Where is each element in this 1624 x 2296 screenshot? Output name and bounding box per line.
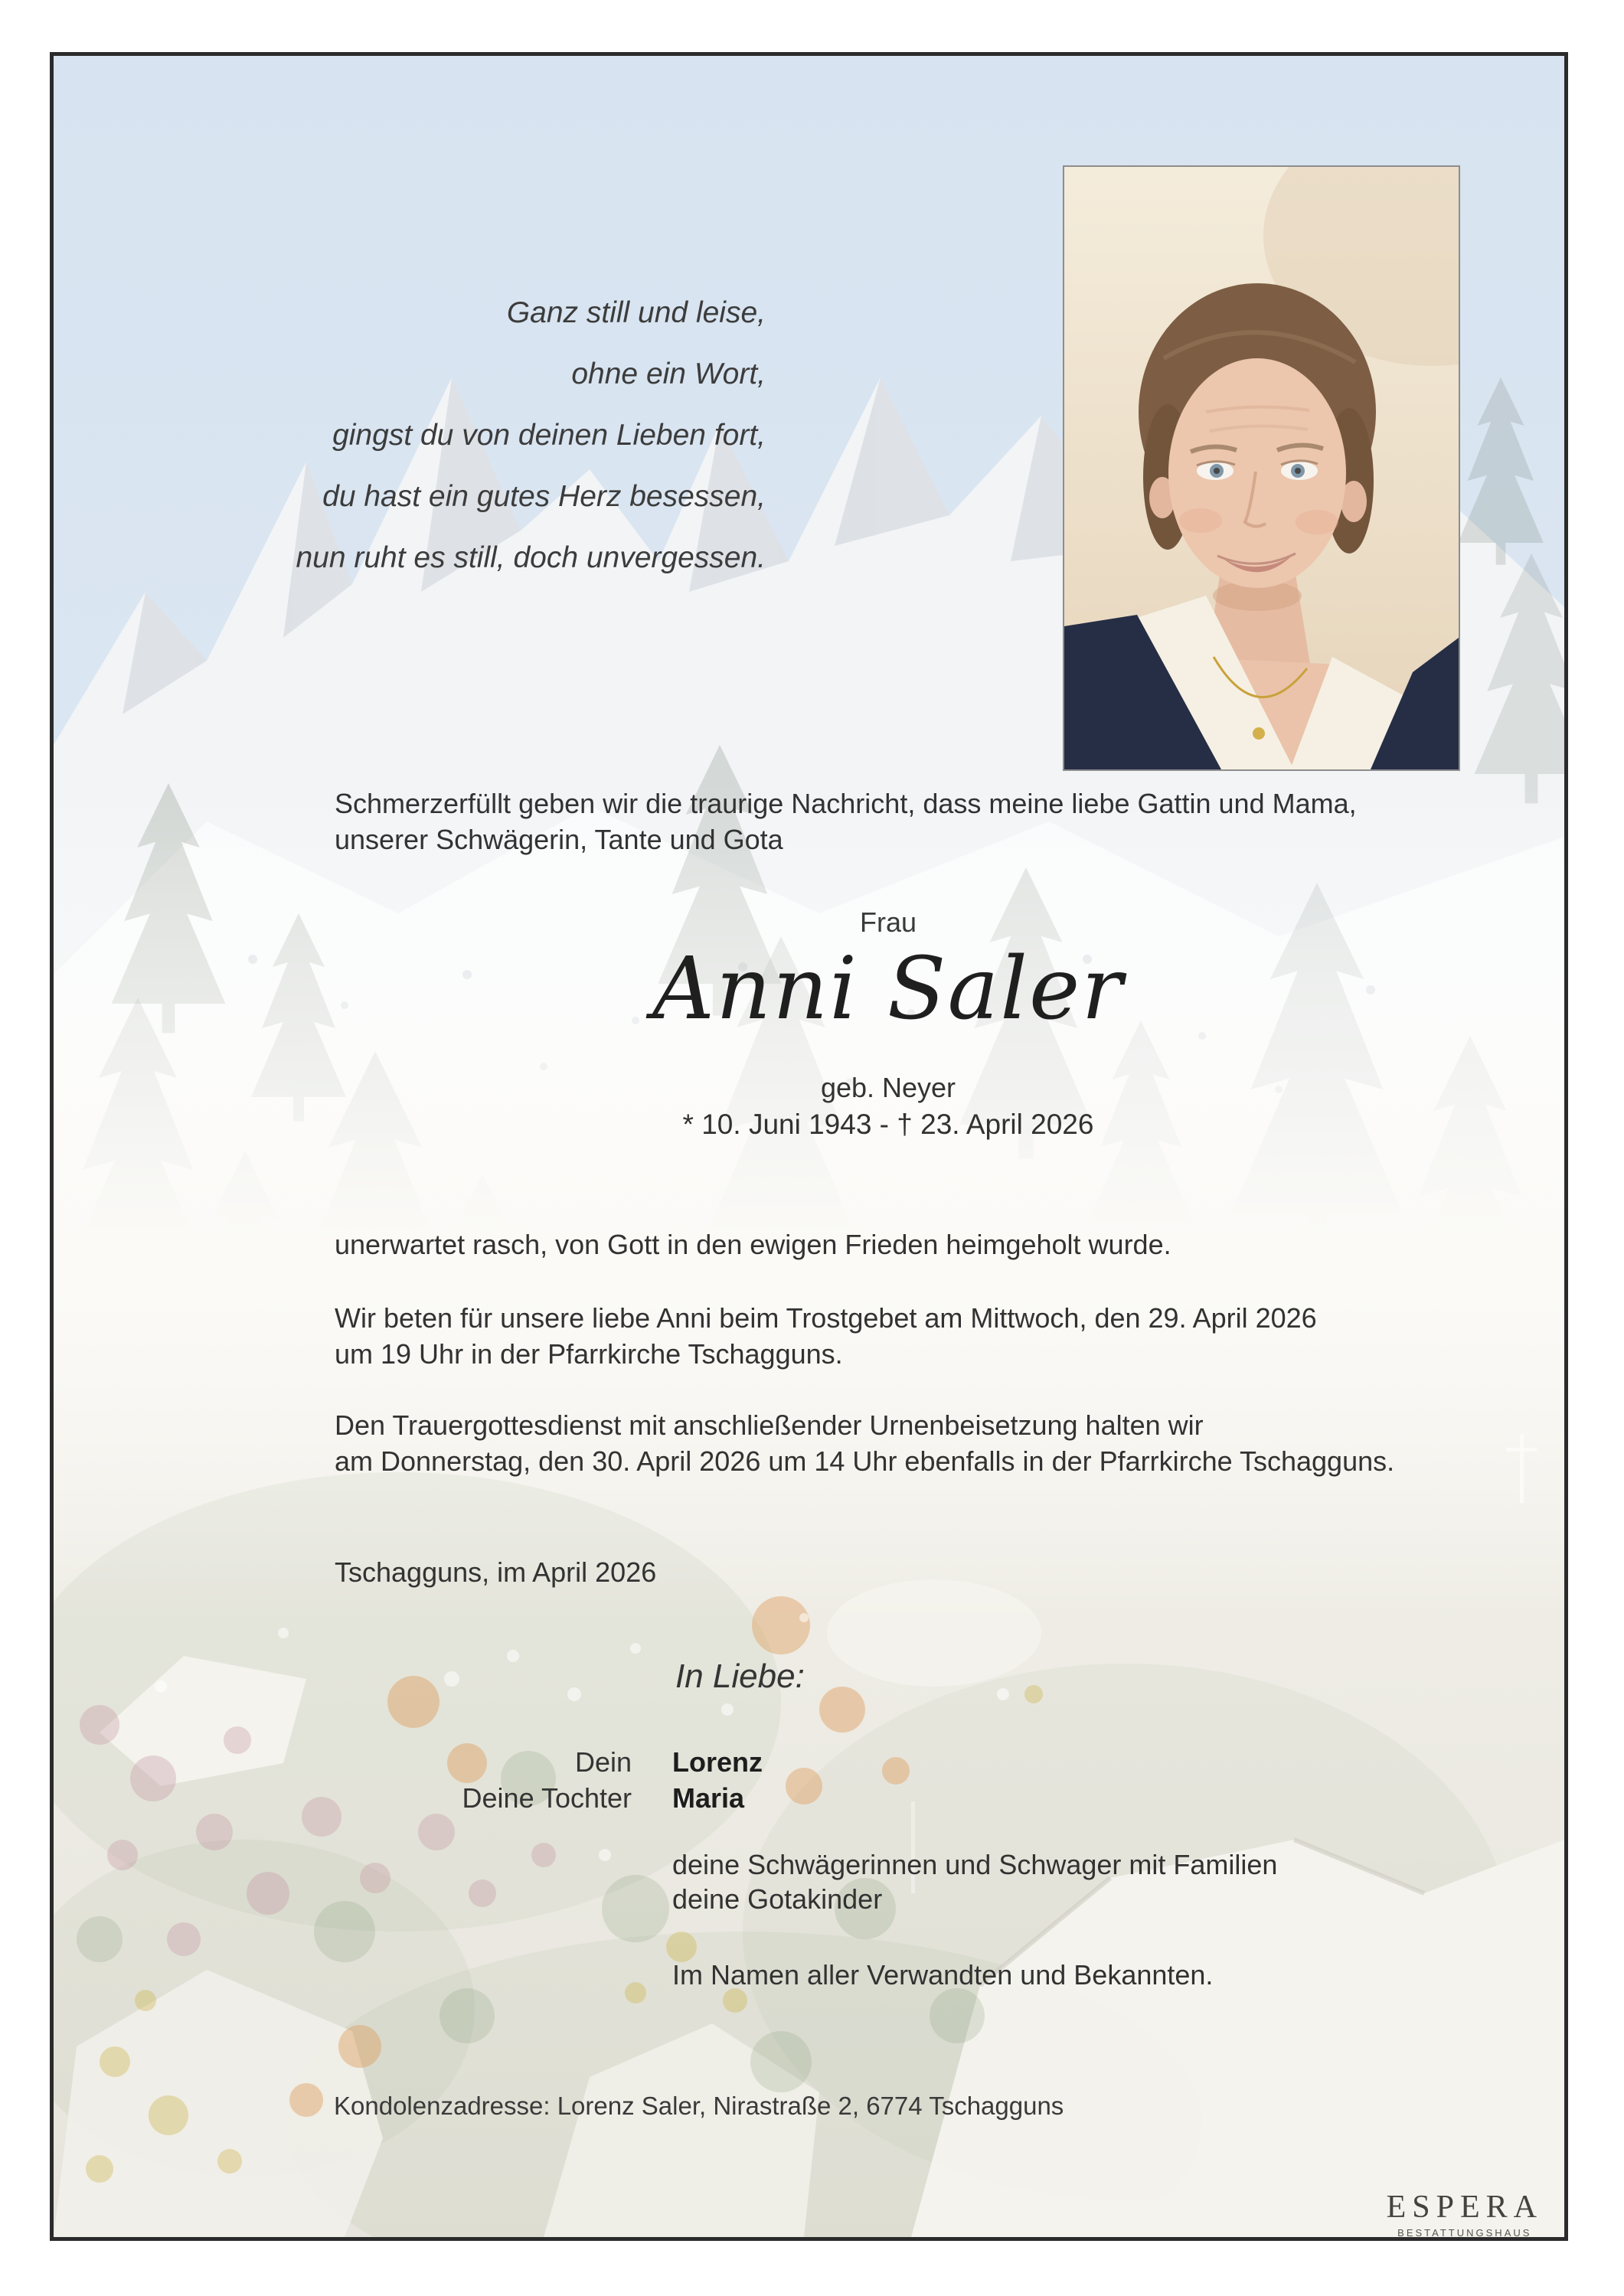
intro-line: Schmerzerfüllt geben wir die traurige Nachricht, dass meine liebe Gattin und Mama, <box>335 788 1357 819</box>
paragraph-funeral <box>335 1407 1394 1479</box>
logo-subtitle: BESTATTUNGSHAUS <box>1397 2227 1532 2239</box>
paragraph-died: unerwartet rasch, von Gott in den ewigen Frieden heimgeholt wurde. <box>335 1229 1171 1260</box>
poem-line: ohne ein Wort, <box>571 358 766 390</box>
intro-line: unserer Schwägerin, Tante und Gota <box>335 824 783 855</box>
additional-mourners-line: deine Schwägerinnen und Schwager mit Familien <box>672 1849 1278 1880</box>
poem-line: Ganz still und leise, <box>506 296 766 329</box>
condolence-address: Kondolenzadresse: Lorenz Saler, Nirastraße 2, 6774 Tschagguns <box>334 2092 1064 2120</box>
paragraph-prayer <box>335 1300 1317 1372</box>
poem-line: du hast ein gutes Herz besessen, <box>322 480 766 513</box>
additional-mourners <box>672 1847 1277 1916</box>
announcement-intro <box>335 785 1357 857</box>
portrait-photo-illustration <box>1064 167 1459 769</box>
mourner-name: Lorenz <box>672 1746 763 1778</box>
portrait-photo <box>1063 165 1460 771</box>
funeral-home-logo <box>1387 2189 1543 2241</box>
memorial-card <box>50 52 1568 2241</box>
deceased-name: Anni Saler <box>652 939 1124 1039</box>
paragraph-line: Den Trauergottesdienst mit anschließender Urnenbeisetzung halten wir <box>335 1409 1204 1441</box>
life-dates: * 10. Juni 1943 - † 23. April 2026 <box>682 1109 1094 1140</box>
mourner-name: Maria <box>672 1782 745 1814</box>
paragraph-line: am Donnerstag, den 30. April 2026 um 14 Uhr ebenfalls in der Pfarrkirche Tschagguns. <box>335 1445 1395 1477</box>
place-and-date: Tschagguns, im April 2026 <box>335 1556 657 1588</box>
poem-block <box>296 283 766 589</box>
mourner-row <box>54 1780 819 1816</box>
logo-name: ESPERA <box>1386 2190 1543 2225</box>
additional-mourners-line: deine Gotakinder <box>672 1883 883 1915</box>
mourner-row <box>54 1744 819 1780</box>
mourner-relation: Deine Tochter <box>462 1782 632 1814</box>
closing-line: Im Namen aller Verwandten und Bekannten. <box>672 1959 1214 1991</box>
poem-line: gingst du von deinen Lieben fort, <box>332 419 766 452</box>
mourner-relation: Dein <box>574 1746 632 1778</box>
paragraph-line: Wir beten für unsere liebe Anni beim Trostgebet am Mittwoch, den 29. April 2026 <box>335 1302 1317 1334</box>
farewell-heading: In Liebe: <box>675 1657 805 1695</box>
maiden-name: geb. Neyer <box>820 1072 956 1103</box>
paragraph-line: um 19 Uhr in der Pfarrkirche Tschagguns. <box>335 1338 843 1370</box>
poem-line: nun ruht es still, doch unvergessen. <box>296 541 766 574</box>
salutation: Frau <box>859 906 917 938</box>
